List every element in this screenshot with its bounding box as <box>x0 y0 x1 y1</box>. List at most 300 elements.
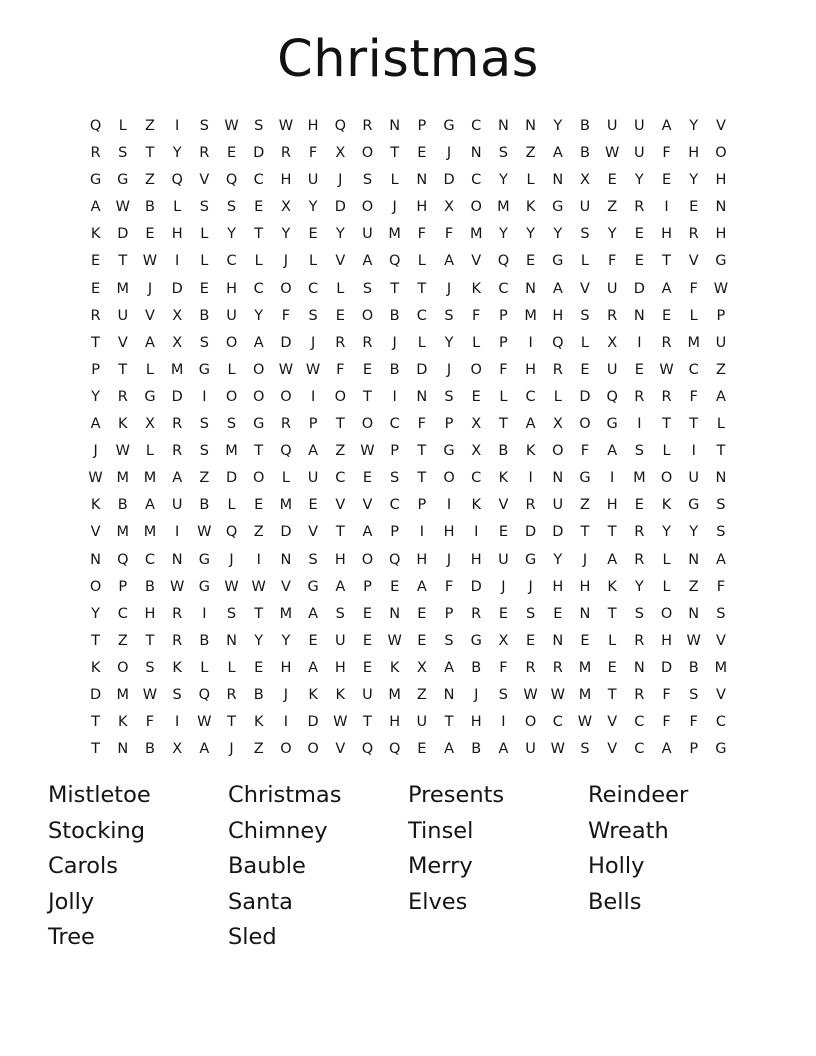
grid-letter: X <box>580 172 590 189</box>
grid-letter: O <box>117 659 129 676</box>
grid-letter: E <box>254 659 264 676</box>
grid-letter: E <box>607 659 617 676</box>
grid-letter: Q <box>171 172 183 189</box>
grid-letter: V <box>607 714 618 731</box>
grid-letter: P <box>118 578 128 595</box>
grid-letter: W <box>88 470 103 487</box>
grid-letter: O <box>361 145 374 162</box>
grid-letter: R <box>362 334 373 351</box>
grid-letter: N <box>633 307 645 324</box>
grid-letter: F <box>417 416 427 433</box>
grid-letter: I <box>175 253 180 270</box>
grid-letter: Y <box>553 118 563 134</box>
grid-letter: G <box>443 443 455 460</box>
grid-letter: S <box>254 118 264 134</box>
grid-letter: V <box>117 334 128 351</box>
grid-letter: U <box>606 361 618 378</box>
grid-letter: B <box>688 659 699 676</box>
grid-letter: Q <box>225 172 238 189</box>
grid-letter: W <box>142 253 158 270</box>
grid-letter: V <box>280 578 291 595</box>
grid-letter: I <box>637 334 642 351</box>
grid-letter: S <box>308 307 318 324</box>
grid-letter: R <box>335 334 346 351</box>
grid-letter: C <box>416 307 427 324</box>
grid-letter: N <box>688 551 700 568</box>
grid-letter: L <box>580 253 590 270</box>
grid-letter: C <box>471 172 482 189</box>
grid-letter: S <box>118 145 128 162</box>
grid-letter: A <box>607 443 618 460</box>
grid-letter: B <box>144 578 155 595</box>
grid-letter: Q <box>89 118 102 134</box>
grid-letter: O <box>89 578 102 595</box>
grid-letter: K <box>525 443 536 460</box>
grid-letter: A <box>308 605 319 622</box>
grid-letter: T <box>662 416 671 433</box>
grid-letter: L <box>281 470 290 487</box>
grid-letter: R <box>634 632 645 649</box>
grid-letter: W <box>197 524 212 541</box>
grid-letter: U <box>579 199 591 216</box>
grid-letter: K <box>118 714 128 731</box>
grid-letter: U <box>525 741 536 758</box>
grid-letter: S <box>580 741 590 758</box>
grid-letter: S <box>362 172 373 189</box>
grid-letter: B <box>144 199 155 216</box>
grid-letter: R <box>552 361 563 378</box>
grid-letter: V <box>688 253 699 270</box>
grid-letter: F <box>444 578 454 595</box>
grid-letter: E <box>417 145 427 162</box>
grid-letter: I <box>637 416 642 433</box>
grid-letter: C <box>253 280 264 297</box>
word-bank-item: Reindeer <box>588 782 689 808</box>
grid-letter: R <box>172 443 183 460</box>
grid-letter: N <box>117 741 129 758</box>
grid-letter: J <box>446 280 452 297</box>
grid-letter: A <box>715 388 726 405</box>
grid-letter: T <box>145 632 155 649</box>
grid-letter: W <box>550 686 565 703</box>
grid-letter: T <box>227 714 236 731</box>
grid-letter: L <box>173 199 182 216</box>
grid-letter: L <box>580 334 590 351</box>
grid-letter: V <box>90 524 101 541</box>
grid-letter: O <box>280 741 292 758</box>
grid-letter: V <box>715 118 726 134</box>
grid-letter: Z <box>253 524 264 541</box>
grid-letter: J <box>283 686 289 703</box>
grid-letter: R <box>634 551 645 568</box>
grid-letter: P <box>363 578 372 595</box>
grid-letter: Q <box>552 334 564 351</box>
grid-letter: S <box>498 145 509 162</box>
grid-letter: N <box>633 659 645 676</box>
grid-letter: O <box>307 741 319 758</box>
grid-letter: K <box>335 686 346 703</box>
grid-letter: H <box>334 551 346 568</box>
grid-letter: F <box>716 578 726 595</box>
grid-letter: U <box>117 307 129 324</box>
grid-letter: W <box>169 578 185 595</box>
grid-letter: M <box>388 226 401 243</box>
grid-letter: I <box>202 388 207 405</box>
grid-letter: C <box>471 118 482 134</box>
grid-letter: S <box>716 497 726 514</box>
grid-letter: T <box>689 416 699 433</box>
grid-letter: H <box>226 280 237 297</box>
grid-letter: R <box>226 686 237 703</box>
grid-letter: S <box>226 416 237 433</box>
grid-letter: F <box>689 714 698 731</box>
grid-letter: E <box>417 632 427 649</box>
grid-letter: J <box>229 741 234 758</box>
grid-letter: K <box>471 497 481 514</box>
grid-letter: E <box>634 361 644 378</box>
grid-letter: C <box>144 551 156 568</box>
grid-letter: S <box>444 388 454 405</box>
grid-letter: N <box>90 551 102 568</box>
grid-letter: H <box>389 714 401 731</box>
grid-letter: R <box>90 307 101 324</box>
page-title: Christmas <box>277 30 539 89</box>
grid-letter: E <box>661 307 672 324</box>
grid-letter: M <box>116 470 130 487</box>
grid-letter: Y <box>553 226 563 243</box>
grid-letter: U <box>634 145 645 162</box>
grid-letter: E <box>91 280 101 297</box>
grid-letter: H <box>416 199 428 216</box>
grid-letter: J <box>528 578 533 595</box>
grid-letter: Z <box>525 145 536 162</box>
grid-letter: E <box>689 199 699 216</box>
grid-letter: X <box>172 741 183 758</box>
grid-letter: N <box>171 551 183 568</box>
grid-letter: D <box>334 199 346 216</box>
grid-letter: F <box>689 388 698 405</box>
grid-letter: H <box>552 307 564 324</box>
grid-letter: N <box>552 172 564 189</box>
grid-letter: Z <box>335 443 346 460</box>
grid-letter: A <box>661 118 672 134</box>
grid-letter: T <box>607 686 617 703</box>
grid-letter: Y <box>254 632 264 649</box>
grid-letter: M <box>116 686 130 703</box>
grid-letter: K <box>661 497 672 514</box>
grid-letter: H <box>280 659 292 676</box>
grid-letter: L <box>227 361 236 378</box>
grid-letter: J <box>392 199 397 216</box>
grid-letter: E <box>390 578 400 595</box>
grid-letter: T <box>254 443 264 460</box>
grid-letter: T <box>363 714 372 731</box>
grid-letter: L <box>417 334 426 351</box>
grid-letter: E <box>335 307 345 324</box>
word-bank-item: Bells <box>588 888 642 915</box>
grid-letter: W <box>224 578 239 595</box>
grid-letter: A <box>444 253 454 270</box>
grid-letter: A <box>552 145 563 162</box>
grid-letter: E <box>308 632 318 649</box>
grid-letter: U <box>362 686 373 703</box>
grid-letter: Q <box>198 686 211 703</box>
word-bank-item: Tree <box>48 924 95 951</box>
grid-letter: E <box>634 497 644 514</box>
grid-letter: Q <box>606 388 618 405</box>
grid-letter: D <box>579 388 591 405</box>
grid-letter: G <box>470 632 482 649</box>
word-bank-item: Wreath <box>588 817 669 844</box>
grid-letter: W <box>686 632 701 649</box>
grid-letter: D <box>280 524 292 541</box>
grid-letter: I <box>202 605 207 622</box>
grid-letter: T <box>498 416 508 433</box>
grid-letter: L <box>553 388 562 405</box>
grid-letter: D <box>225 470 238 487</box>
grid-letter: E <box>199 280 209 297</box>
grid-letter: R <box>172 605 183 622</box>
grid-letter: C <box>634 714 645 731</box>
grid-letter: G <box>715 741 727 758</box>
grid-letter: O <box>524 714 537 731</box>
grid-letter: O <box>552 443 564 460</box>
grid-letter: I <box>175 524 180 541</box>
grid-letter: A <box>90 416 101 433</box>
grid-letter: D <box>552 524 564 541</box>
grid-letter: L <box>254 253 263 270</box>
grid-letter: Q <box>117 551 129 568</box>
grid-letter: T <box>91 632 101 649</box>
grid-letter: F <box>308 145 318 162</box>
grid-letter: B <box>253 686 264 703</box>
grid-letter: G <box>253 416 265 433</box>
word-bank-item: Chimney <box>228 817 328 844</box>
grid-letter: N <box>470 145 482 162</box>
grid-letter: W <box>115 199 130 216</box>
grid-letter: T <box>118 361 128 378</box>
grid-letter: R <box>117 388 128 405</box>
grid-letter: T <box>444 714 454 731</box>
grid-letter: Q <box>334 118 346 134</box>
grid-letter: N <box>688 605 700 622</box>
grid-letter: X <box>172 307 183 324</box>
grid-letter: I <box>610 470 615 487</box>
grid-letter: X <box>280 199 291 216</box>
grid-letter: O <box>660 470 673 487</box>
grid-letter: W <box>278 118 294 134</box>
grid-letter: L <box>390 172 399 189</box>
grid-letter: I <box>283 714 289 731</box>
grid-letter: A <box>444 659 454 676</box>
grid-letter: S <box>199 118 209 134</box>
grid-letter: E <box>362 605 373 622</box>
grid-letter: P <box>417 497 427 514</box>
word-bank-item: Santa <box>228 888 293 915</box>
grid-letter: W <box>604 145 620 162</box>
grid-letter: A <box>362 524 373 541</box>
grid-letter: L <box>200 253 209 270</box>
grid-letter: W <box>550 741 565 758</box>
grid-letter: X <box>416 659 427 676</box>
grid-letter: E <box>526 253 536 270</box>
grid-letter: I <box>175 714 180 731</box>
grid-letter: G <box>117 172 129 189</box>
grid-letter: K <box>498 470 509 487</box>
grid-letter: R <box>471 605 482 622</box>
grid-letter: I <box>501 714 506 731</box>
grid-letter: T <box>91 714 101 731</box>
grid-letter: E <box>362 470 373 487</box>
grid-letter: Y <box>607 226 617 243</box>
grid-letter: H <box>715 226 727 243</box>
grid-letter: N <box>715 199 727 216</box>
grid-letter: R <box>90 145 101 162</box>
grid-letter: B <box>199 632 210 649</box>
grid-letter: R <box>634 388 645 405</box>
grid-letter: Y <box>526 226 536 243</box>
grid-letter: U <box>226 307 237 324</box>
grid-letter: S <box>580 307 590 324</box>
grid-letter: M <box>497 199 510 216</box>
grid-letter: C <box>253 172 264 189</box>
grid-letter: M <box>388 686 401 703</box>
grid-letter: T <box>91 741 101 758</box>
grid-letter: O <box>280 388 292 405</box>
grid-letter: S <box>199 416 209 433</box>
grid-letter: N <box>416 172 428 189</box>
grid-letter: A <box>199 741 210 758</box>
grid-letter: T <box>335 416 345 433</box>
grid-letter: L <box>716 416 725 433</box>
grid-letter: R <box>634 199 645 216</box>
grid-letter: Q <box>280 443 292 460</box>
grid-letter: V <box>335 497 346 514</box>
grid-letter: E <box>254 199 264 216</box>
grid-letter: Q <box>225 524 238 541</box>
grid-letter: P <box>91 361 100 378</box>
grid-letter: E <box>362 361 373 378</box>
grid-letter: C <box>117 605 128 622</box>
grid-letter: D <box>171 388 183 405</box>
grid-letter: O <box>470 199 482 216</box>
grid-letter: M <box>143 470 157 487</box>
grid-letter: S <box>308 551 318 568</box>
grid-letter: L <box>200 226 209 243</box>
grid-letter: N <box>226 632 237 649</box>
grid-letter: A <box>145 334 155 351</box>
grid-letter: C <box>471 470 482 487</box>
grid-letter: Y <box>308 199 318 216</box>
grid-letter: R <box>688 226 699 243</box>
grid-letter: K <box>90 497 101 514</box>
grid-letter: Y <box>689 524 699 541</box>
grid-letter: V <box>715 686 726 703</box>
grid-letter: E <box>580 632 590 649</box>
grid-letter: E <box>498 605 508 622</box>
grid-letter: W <box>305 361 321 378</box>
grid-letter: B <box>471 659 482 676</box>
grid-letter: W <box>224 118 239 134</box>
grid-letter: Y <box>634 578 644 595</box>
grid-letter: J <box>446 361 452 378</box>
grid-letter: B <box>199 497 210 514</box>
grid-letter: D <box>633 280 645 297</box>
grid-letter: G <box>552 253 564 270</box>
grid-letter: J <box>283 253 289 270</box>
grid-letter: D <box>443 172 455 189</box>
grid-letter: M <box>225 443 238 460</box>
grid-letter: W <box>197 714 212 731</box>
grid-letter: L <box>309 253 318 270</box>
grid-letter: G <box>307 578 319 595</box>
grid-letter: O <box>225 334 238 351</box>
grid-letter: G <box>606 416 618 433</box>
grid-letter: Z <box>145 118 155 134</box>
grid-letter: B <box>144 741 155 758</box>
grid-letter: W <box>360 443 375 460</box>
grid-letter: E <box>308 497 318 514</box>
grid-letter: O <box>470 361 482 378</box>
grid-letter: S <box>444 307 454 324</box>
grid-letter: L <box>472 334 481 351</box>
grid-letter: B <box>389 361 400 378</box>
grid-letter: P <box>716 307 726 324</box>
grid-letter: M <box>469 226 483 243</box>
grid-letter: E <box>362 632 373 649</box>
grid-letter: J <box>474 686 479 703</box>
grid-letter: E <box>553 605 563 622</box>
grid-letter: T <box>145 145 155 162</box>
grid-letter: S <box>390 470 400 487</box>
grid-letter: A <box>661 741 672 758</box>
grid-letter: H <box>552 578 564 595</box>
grid-letter: V <box>471 253 482 270</box>
grid-letter: A <box>145 497 155 514</box>
grid-letter: V <box>199 172 210 189</box>
grid-letter: S <box>498 686 509 703</box>
grid-letter: H <box>525 361 537 378</box>
grid-letter: S <box>716 605 726 622</box>
grid-letter: E <box>498 524 508 541</box>
grid-letter: S <box>362 280 373 297</box>
grid-letter: T <box>417 443 427 460</box>
grid-letter: N <box>280 551 292 568</box>
grid-letter: S <box>199 199 209 216</box>
grid-letter: V <box>335 741 346 758</box>
grid-letter: O <box>579 416 591 433</box>
grid-letter: I <box>392 388 397 405</box>
grid-letter: O <box>280 280 292 297</box>
grid-letter: R <box>280 145 291 162</box>
grid-letter: J <box>392 334 397 351</box>
grid-letter: Y <box>498 226 508 243</box>
grid-letter: F <box>336 361 345 378</box>
grid-letter: F <box>499 361 508 378</box>
grid-letter: E <box>362 659 373 676</box>
grid-letter: T <box>417 280 427 297</box>
grid-letter: E <box>661 172 672 189</box>
grid-letter: N <box>443 686 455 703</box>
grid-letter: W <box>577 714 593 731</box>
grid-letter: A <box>172 470 183 487</box>
grid-letter: R <box>172 632 183 649</box>
grid-letter: T <box>254 226 264 243</box>
grid-letter: D <box>307 714 319 731</box>
grid-letter: Y <box>91 388 101 405</box>
grid-letter: F <box>662 145 671 162</box>
grid-letter: M <box>143 524 157 541</box>
